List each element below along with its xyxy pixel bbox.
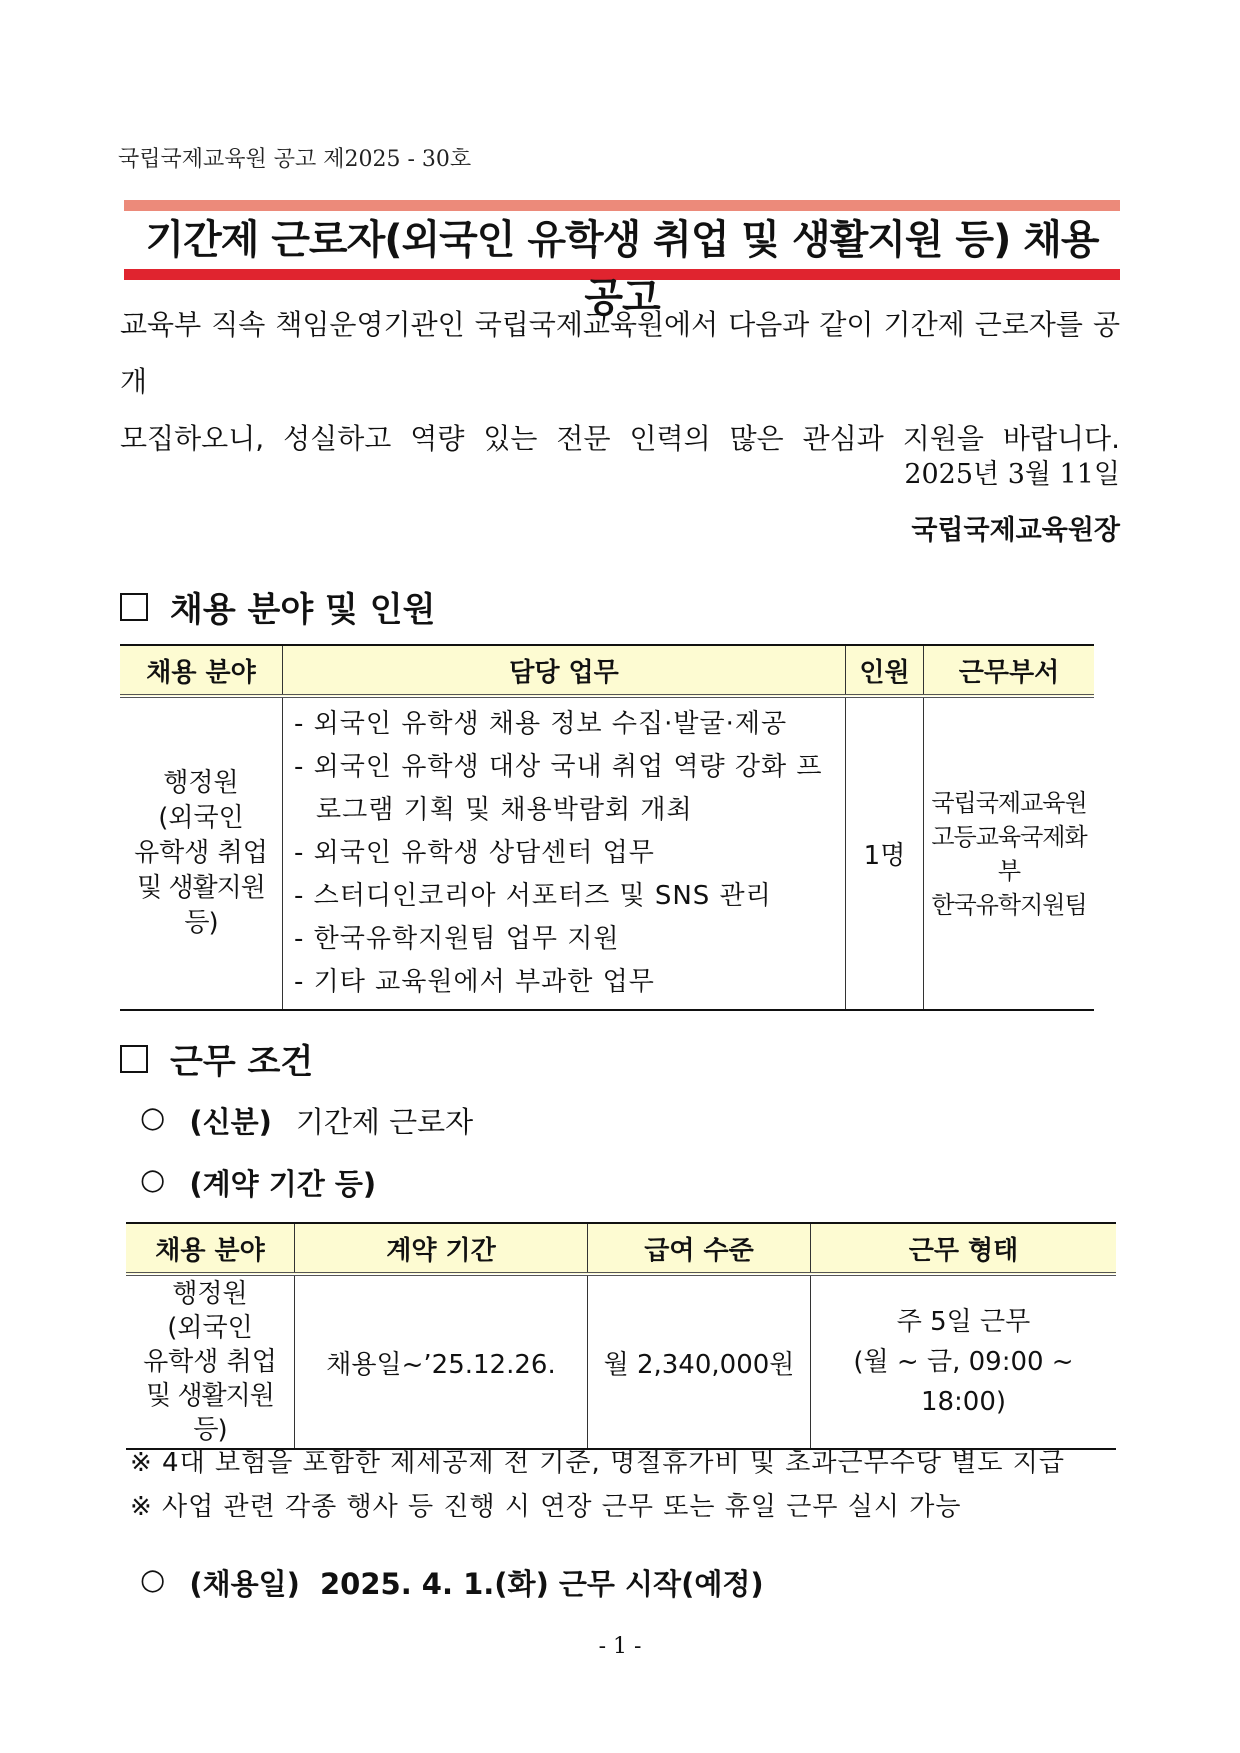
field-line: 행정원 <box>163 768 239 798</box>
header-field: 채용 분야 <box>126 1223 295 1274</box>
notice-number: 국립국제교육원 공고 제2025 - 30호 <box>118 147 472 172</box>
intro-line-2: 모집하오니, 성실하고 역량 있는 전문 인력의 많은 관심과 지원을 바랍니다. <box>120 422 1120 455</box>
section-heading-conditions <box>120 1034 313 1083</box>
start-label-text: (채용일) <box>189 1567 300 1601</box>
period-cell: 채용일~’25.12.26. <box>295 1274 588 1449</box>
header-salary: 급여 수준 <box>588 1223 811 1274</box>
salary-cell: 월 2,340,000원 <box>588 1274 811 1449</box>
title-bar-top <box>124 200 1120 211</box>
start-date-bullet <box>140 1562 764 1603</box>
dept-line: 한국유학지원팀 <box>931 890 1087 919</box>
section-heading-recruitment <box>120 582 435 631</box>
count-cell: 1명 <box>846 696 924 1010</box>
dept-cell <box>924 696 1095 1010</box>
section-title: 채용 분야 및 인원 <box>170 590 436 630</box>
intro-line-1: 교육부 직속 책임운영기관인 국립국제교육원에서 다음과 같이 기간제 근로자를 공개 <box>120 308 1120 398</box>
start-label <box>189 1562 763 1603</box>
header-period: 계약 기간 <box>295 1223 588 1274</box>
start-value-text: 2025. 4. 1.(화) 근무 시작(예정) <box>319 1567 764 1601</box>
table-row <box>120 696 1094 1010</box>
conditions-table <box>126 1222 1116 1450</box>
duty-item: - 외국인 유학생 상담센터 업무 <box>294 838 655 868</box>
duty-item: - 외국인 유학생 채용 정보 수집·발굴·제공 <box>294 709 788 739</box>
title-banner <box>124 200 1120 321</box>
work-type-cell <box>811 1274 1117 1449</box>
field-line: (외국인 <box>167 1313 253 1343</box>
header-field: 채용 분야 <box>120 645 283 696</box>
section-title: 근무 조건 <box>170 1042 314 1082</box>
duties-cell <box>283 696 846 1010</box>
header-work-type: 근무 형태 <box>811 1223 1117 1274</box>
dept-line: 고등교육국제화부 <box>931 822 1087 885</box>
work-type-line: (월 ~ 금, 09:00 ~ 18:00) <box>853 1347 1074 1417</box>
dept-line: 국립국제교육원 <box>931 788 1087 817</box>
circle-bullet-icon: ○ <box>140 1562 166 1596</box>
header-dept: 근무부서 <box>924 645 1095 696</box>
field-line: 및 생활지원 등) <box>146 1381 274 1445</box>
table-header-row <box>126 1223 1116 1274</box>
field-line: 유학생 취업 <box>143 1347 277 1377</box>
recruitment-table <box>120 644 1094 1011</box>
table-row <box>126 1274 1116 1449</box>
table-header-row <box>120 645 1094 696</box>
note-insurance: ※ 4대 보험을 포함한 제세공제 전 기준, 명절휴가비 및 초과근무수당 별도 지급 <box>130 1448 1065 1478</box>
status-bullet <box>140 1100 473 1141</box>
contract-label: (계약 기간 등) <box>189 1167 377 1201</box>
field-cell <box>120 696 283 1010</box>
intro-paragraph <box>120 296 1120 467</box>
field-line: (외국인 <box>158 803 244 833</box>
circle-bullet-icon: ○ <box>140 1162 166 1196</box>
field-line: 유학생 취업 <box>134 838 268 868</box>
work-type-line: 주 5일 근무 <box>896 1307 1031 1337</box>
checkbox-square-icon <box>120 593 148 621</box>
status-label: (신분) <box>189 1105 272 1139</box>
circle-bullet-icon: ○ <box>140 1100 166 1134</box>
duty-item: - 외국인 유학생 대상 국내 취업 역량 강화 프로그램 기획 및 채용박람회 개최 <box>294 752 823 825</box>
note-overtime: ※ 사업 관련 각종 행사 등 진행 시 연장 근무 또는 휴일 근무 실시 가능 <box>130 1492 962 1522</box>
checkbox-square-icon <box>120 1045 148 1073</box>
duty-item: - 스터디인코리아 서포터즈 및 SNS 관리 <box>294 881 772 911</box>
contract-bullet <box>140 1162 376 1203</box>
field-line: 및 생활지원 등) <box>137 873 265 938</box>
status-value: 기간제 근로자 <box>295 1105 474 1139</box>
header-duties: 담당 업무 <box>283 645 846 696</box>
duty-item: - 한국유학지원팀 업무 지원 <box>294 924 620 954</box>
issuer: 국립국제교육원장 <box>911 515 1120 546</box>
page-number: - 1 - <box>598 1634 642 1659</box>
header-count: 인원 <box>846 645 924 696</box>
duty-item: - 기타 교육원에서 부과한 업무 <box>294 967 655 997</box>
field-line: 행정원 <box>172 1279 248 1309</box>
announcement-date: 2025년 3월 11일 <box>904 459 1120 490</box>
field-cell <box>126 1274 295 1449</box>
page-title: 기간제 근로자(외국인 유학생 취업 및 생활지원 등) 채용 공고 <box>145 217 1099 321</box>
